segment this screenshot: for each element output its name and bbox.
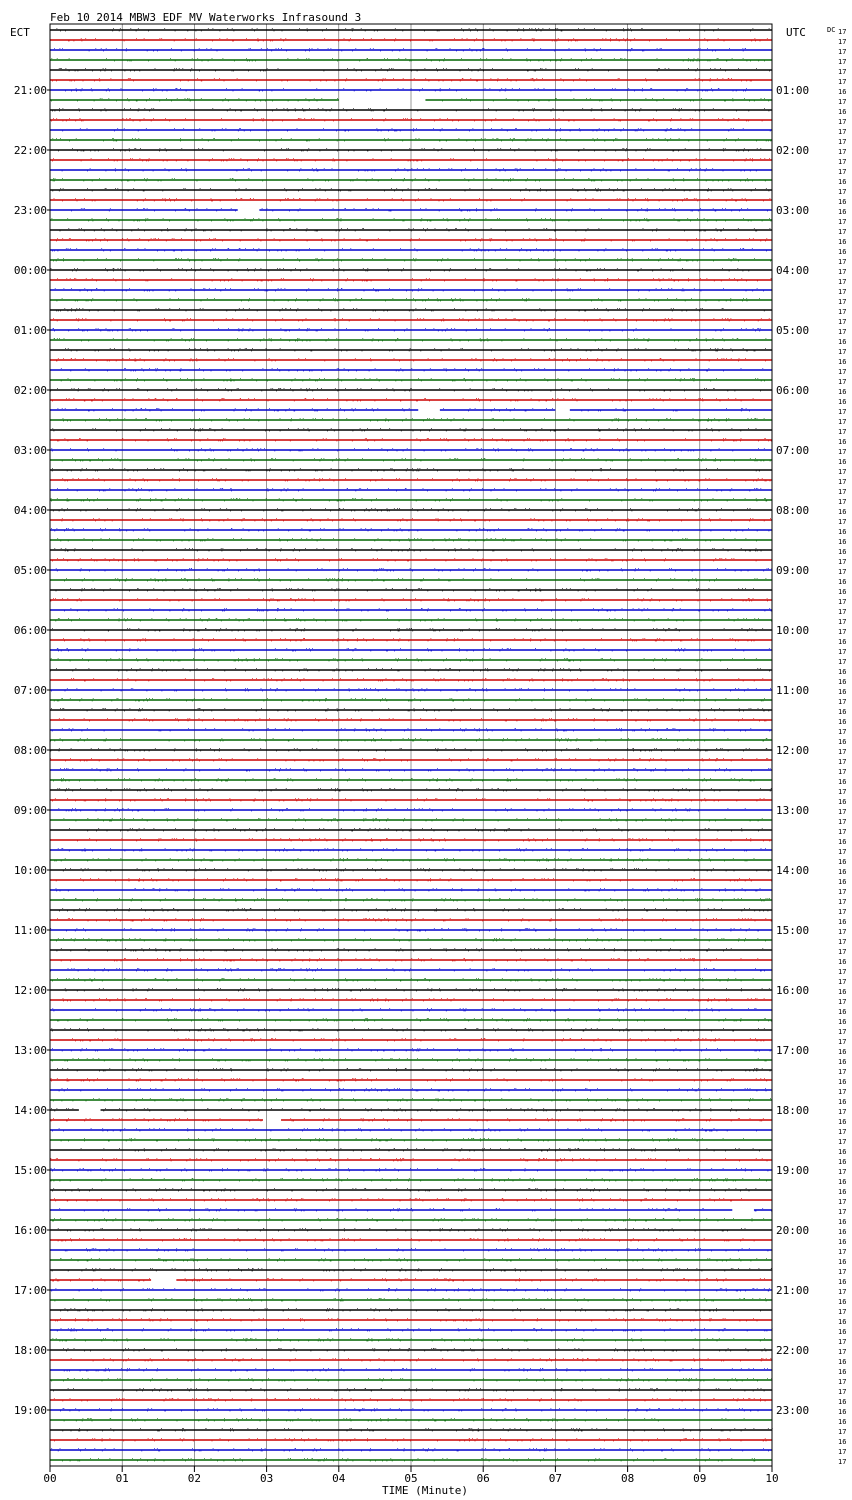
dc-offset-label: 17 [838, 748, 847, 756]
dc-offset-label: 17 [838, 498, 847, 506]
ect-axis-label: ECT [10, 26, 30, 39]
dc-offset-label: 17 [838, 218, 847, 226]
dc-offset-label: 16 [838, 1178, 847, 1186]
trace-row [50, 978, 772, 981]
dc-offset-label: 16 [838, 238, 847, 246]
dc-offset-label: 16 [838, 398, 847, 406]
dc-offset-label: 17 [838, 78, 847, 86]
dc-offset-label: 17 [838, 808, 847, 816]
ect-hour-label: 16:00 [13, 1224, 47, 1237]
utc-hour-label: 10:00 [776, 624, 810, 637]
dc-offset-label: 16 [838, 1328, 847, 1336]
utc-hour-label: 15:00 [776, 924, 810, 937]
dc-offset-label: 17 [838, 418, 847, 426]
dc-offset-label: 17 [838, 938, 847, 946]
dc-offset-label: 16 [838, 1018, 847, 1026]
utc-axis-label: UTC [786, 26, 806, 39]
x-tick-label: 07 [548, 1472, 563, 1485]
trace-row [50, 1428, 773, 1431]
dc-offset-label: 17 [838, 428, 847, 436]
trace-row [50, 1208, 772, 1211]
dc-offset-label: 17 [838, 1208, 847, 1216]
dc-offset-label: 16 [838, 988, 847, 996]
dc-offset-label: 16 [838, 88, 847, 96]
ect-hour-label: 17:00 [13, 1284, 47, 1297]
dc-offset-label: 16 [838, 458, 847, 466]
dc-offset-label: 16 [838, 1318, 847, 1326]
utc-hour-label: 12:00 [776, 744, 810, 757]
dc-offset-label: 16 [838, 358, 847, 366]
dc-offset-label: 17 [838, 228, 847, 236]
ect-hour-label: 13:00 [13, 1044, 47, 1057]
dc-offset-label: 17 [838, 928, 847, 936]
ect-hour-label: 00:00 [13, 264, 47, 277]
dc-offset-label: 16 [838, 1368, 847, 1376]
x-tick-label: 03 [259, 1472, 274, 1485]
dc-offset-label: 17 [838, 648, 847, 656]
dc-offset-label: 16 [838, 208, 847, 216]
dc-offset-label: 17 [838, 948, 847, 956]
ect-hour-label: 19:00 [13, 1404, 47, 1417]
x-tick-label: 08 [620, 1472, 635, 1485]
dc-offset-label: 17 [838, 1248, 847, 1256]
dc-offset-label: 16 [838, 868, 847, 876]
utc-hour-label: 18:00 [776, 1104, 810, 1117]
ect-hour-label: 18:00 [13, 1344, 47, 1357]
dc-offset-label: 17 [838, 278, 847, 286]
dc-offset-label: 16 [838, 1358, 847, 1366]
ect-hour-label: 04:00 [13, 504, 47, 517]
dc-offset-label: 16 [838, 588, 847, 596]
dc-offset-label: 16 [838, 338, 847, 346]
dc-offset-label: 16 [838, 1158, 847, 1166]
dc-offset-label: 16 [838, 1078, 847, 1086]
dc-offset-label: 17 [838, 158, 847, 166]
dc-offset-label: 17 [838, 998, 847, 1006]
dc-offset-label: 17 [838, 368, 847, 376]
dc-offset-label: 17 [838, 128, 847, 136]
dc-offset-label: 17 [838, 38, 847, 46]
trace-row [50, 238, 772, 241]
ect-hour-label: 02:00 [13, 384, 47, 397]
utc-hour-label: 21:00 [776, 1284, 810, 1297]
ect-hour-label: 12:00 [13, 984, 47, 997]
utc-hour-label: 08:00 [776, 504, 810, 517]
trace-row [50, 1238, 772, 1241]
dc-offset-label: 17 [838, 448, 847, 456]
dc-offset-label: 16 [838, 108, 847, 116]
dc-offset-label: 17 [838, 1108, 847, 1116]
x-tick-label: 09 [693, 1472, 707, 1485]
dc-offset-label: 17 [838, 188, 847, 196]
dc-offset-label: 16 [838, 708, 847, 716]
dc-offset-label: 16 [838, 388, 847, 396]
dc-offset-label: 17 [838, 628, 847, 636]
ect-hour-label: 06:00 [13, 624, 47, 637]
ect-hour-label: 11:00 [13, 924, 47, 937]
dc-offset-label: 16 [838, 1008, 847, 1016]
trace-row [50, 388, 772, 391]
dc-offset-label: 16 [838, 198, 847, 206]
dc-offset-label: 16 [838, 838, 847, 846]
x-tick-label: 00 [43, 1472, 57, 1485]
x-tick-label: 01 [115, 1472, 129, 1485]
utc-hour-label: 17:00 [776, 1044, 810, 1057]
dc-offset-label: 16 [838, 718, 847, 726]
dc-offset-label: 17 [838, 818, 847, 826]
dc-offset-label: 17 [838, 1038, 847, 1046]
dc-offset-label: 17 [838, 1338, 847, 1346]
dc-offset-label: 17 [838, 658, 847, 666]
x-tick-label: 04 [332, 1472, 346, 1485]
dc-offset-label: 16 [838, 798, 847, 806]
dc-offset-label: 16 [838, 1048, 847, 1056]
dc-offset-label: 17 [838, 728, 847, 736]
utc-hour-label: 19:00 [776, 1164, 810, 1177]
ect-hour-label: 14:00 [13, 1104, 47, 1117]
dc-offset-label: 16 [838, 1058, 847, 1066]
dc-offset-label: 17 [838, 58, 847, 66]
dc-offset-label: 17 [838, 318, 847, 326]
dc-offset-label: 17 [838, 1028, 847, 1036]
trace-row [50, 828, 772, 831]
dc-offset-label: 16 [838, 508, 847, 516]
dc-offset-label: 17 [838, 758, 847, 766]
dc-offset-label: 17 [838, 1198, 847, 1206]
dc-offset-label: 16 [838, 1398, 847, 1406]
utc-hour-label: 23:00 [776, 1404, 810, 1417]
dc-offset-label: 16 [838, 1258, 847, 1266]
dc-offset-label: 16 [838, 1098, 847, 1106]
dc-offset-label: 16 [838, 738, 847, 746]
dc-offset-label: 17 [838, 1138, 847, 1146]
utc-hour-label: 03:00 [776, 204, 810, 217]
dc-offset-label: 17 [838, 518, 847, 526]
trace-row [50, 968, 772, 971]
dc-offset-label: 16 [838, 688, 847, 696]
dc-offset-label: 16 [838, 178, 847, 186]
x-tick-label: 06 [476, 1472, 490, 1485]
dc-offset-label: 17 [838, 308, 847, 316]
dc-offset-label: 16 [838, 918, 847, 926]
dc-offset-label: 16 [838, 248, 847, 256]
dc-offset-label: 17 [838, 68, 847, 76]
dc-offset-label: 17 [838, 28, 847, 36]
dc-offset-label: 17 [838, 268, 847, 276]
ect-hour-label: 09:00 [13, 804, 47, 817]
dc-offset-label: 17 [838, 1348, 847, 1356]
utc-hour-label: 06:00 [776, 384, 810, 397]
dc-offset-label: 17 [838, 848, 847, 856]
dc-offset-label: 17 [838, 828, 847, 836]
dc-offset-label: 17 [838, 1168, 847, 1176]
ect-hour-label: 07:00 [13, 684, 47, 697]
utc-hour-label: 01:00 [776, 84, 810, 97]
dc-offset-label: 16 [838, 1238, 847, 1246]
utc-hour-label: 11:00 [776, 684, 810, 697]
trace-rows [50, 28, 773, 1461]
dc-offset-label: 17 [838, 898, 847, 906]
dc-offset-label: 17 [838, 348, 847, 356]
dc-offset-label: 17 [838, 598, 847, 606]
dc-offset-label: 16 [838, 1228, 847, 1236]
dc-offset-label: 17 [838, 1068, 847, 1076]
dc-offset-label: 17 [838, 48, 847, 56]
dc-offset-label: 16 [838, 1418, 847, 1426]
axis-labels [10, 11, 846, 1497]
ect-hour-label: 21:00 [13, 84, 47, 97]
dc-offset-label: 17 [838, 1378, 847, 1386]
ect-hour-label: 10:00 [13, 864, 47, 877]
dc-offset-label: 16 [838, 1408, 847, 1416]
x-tick-label: 10 [765, 1472, 779, 1485]
ect-hour-label: 03:00 [13, 444, 47, 457]
utc-hour-label: 02:00 [776, 144, 810, 157]
trace-row [50, 88, 772, 91]
x-tick-label: 05 [404, 1472, 418, 1485]
utc-hour-label: 22:00 [776, 1344, 810, 1357]
dc-offset-label: 16 [838, 778, 847, 786]
dc-offset-label: 17 [838, 558, 847, 566]
dc-offset-label: 16 [838, 438, 847, 446]
utc-hour-label: 04:00 [776, 264, 810, 277]
dc-offset-label: 17 [838, 148, 847, 156]
dc-offset-label: 17 [838, 168, 847, 176]
dc-offset-label: 17 [838, 968, 847, 976]
dc-offset-label: 17 [838, 618, 847, 626]
dc-offset-label: 17 [838, 98, 847, 106]
dc-offset-label: 17 [838, 1388, 847, 1396]
dc-offset-label: 16 [838, 578, 847, 586]
trace-row [50, 628, 772, 631]
dc-offset-label: 16 [838, 1298, 847, 1306]
utc-hour-label: 09:00 [776, 564, 810, 577]
x-tick-label: 02 [187, 1472, 202, 1485]
dc-offset-label: 17 [838, 488, 847, 496]
dc-offset-label: 16 [838, 1148, 847, 1156]
dc-offset-label: 17 [838, 1268, 847, 1276]
dc-offset-label: 16 [838, 958, 847, 966]
dc-offset-label: 16 [838, 638, 847, 646]
dc-offset-label: 17 [838, 378, 847, 386]
x-axis-label: TIME (Minute) [381, 1484, 469, 1497]
dc-offset-label: 17 [838, 258, 847, 266]
ect-hour-label: 23:00 [13, 204, 47, 217]
dc-offset-label: 17 [838, 478, 847, 486]
dc-offset-label: 17 [838, 1448, 847, 1456]
dc-label: DC [827, 26, 836, 34]
utc-hour-label: 05:00 [776, 324, 810, 337]
dc-offset-label: 17 [838, 118, 847, 126]
dc-offset-label: 16 [838, 528, 847, 536]
dc-offset-label: 17 [838, 1288, 847, 1296]
dc-offset-label: 16 [838, 1218, 847, 1226]
dc-offset-label: 17 [838, 568, 847, 576]
dc-offset-label: 17 [838, 138, 847, 146]
utc-hour-label: 13:00 [776, 804, 810, 817]
dc-offset-label: 17 [838, 408, 847, 416]
dc-offset-label: 16 [838, 548, 847, 556]
dc-offset-label: 17 [838, 1458, 847, 1466]
dc-offset-label: 16 [838, 1188, 847, 1196]
chart-title: Feb 10 2014 MBW3 EDF MV Waterworks Infrasound 3 [50, 11, 362, 24]
utc-hour-label: 16:00 [776, 984, 810, 997]
trace-row [50, 1338, 772, 1341]
ect-hour-label: 15:00 [13, 1164, 47, 1177]
dc-offset-label: 17 [838, 1428, 847, 1436]
ect-hour-label: 22:00 [13, 144, 47, 157]
ect-hour-label: 08:00 [13, 744, 47, 757]
dc-offset-label: 16 [838, 858, 847, 866]
dc-offset-label: 17 [838, 468, 847, 476]
dc-offset-label: 16 [838, 668, 847, 676]
utc-hour-label: 07:00 [776, 444, 810, 457]
utc-hour-label: 14:00 [776, 864, 810, 877]
ect-hour-label: 05:00 [13, 564, 47, 577]
ect-hour-label: 01:00 [13, 324, 47, 337]
dc-offset-label: 17 [838, 1088, 847, 1096]
dc-offset-label: 16 [838, 878, 847, 886]
utc-hour-label: 20:00 [776, 1224, 810, 1237]
dc-offset-label: 17 [838, 788, 847, 796]
dc-offset-label: 17 [838, 768, 847, 776]
dc-offset-label: 17 [838, 1308, 847, 1316]
dc-offset-label: 17 [838, 608, 847, 616]
dc-offset-label: 16 [838, 1278, 847, 1286]
dc-offset-label: 16 [838, 1118, 847, 1126]
dc-offset-label: 17 [838, 1128, 847, 1136]
dc-offset-label: 17 [838, 908, 847, 916]
dc-offset-label: 17 [838, 978, 847, 986]
dc-offset-label: 17 [838, 328, 847, 336]
dc-offset-label: 16 [838, 538, 847, 546]
dc-offset-label: 16 [838, 1438, 847, 1446]
dc-offset-label: 17 [838, 288, 847, 296]
dc-offset-label: 17 [838, 698, 847, 706]
dc-offset-label: 17 [838, 298, 847, 306]
dc-offset-label: 17 [838, 888, 847, 896]
dc-offset-label: 16 [838, 678, 847, 686]
